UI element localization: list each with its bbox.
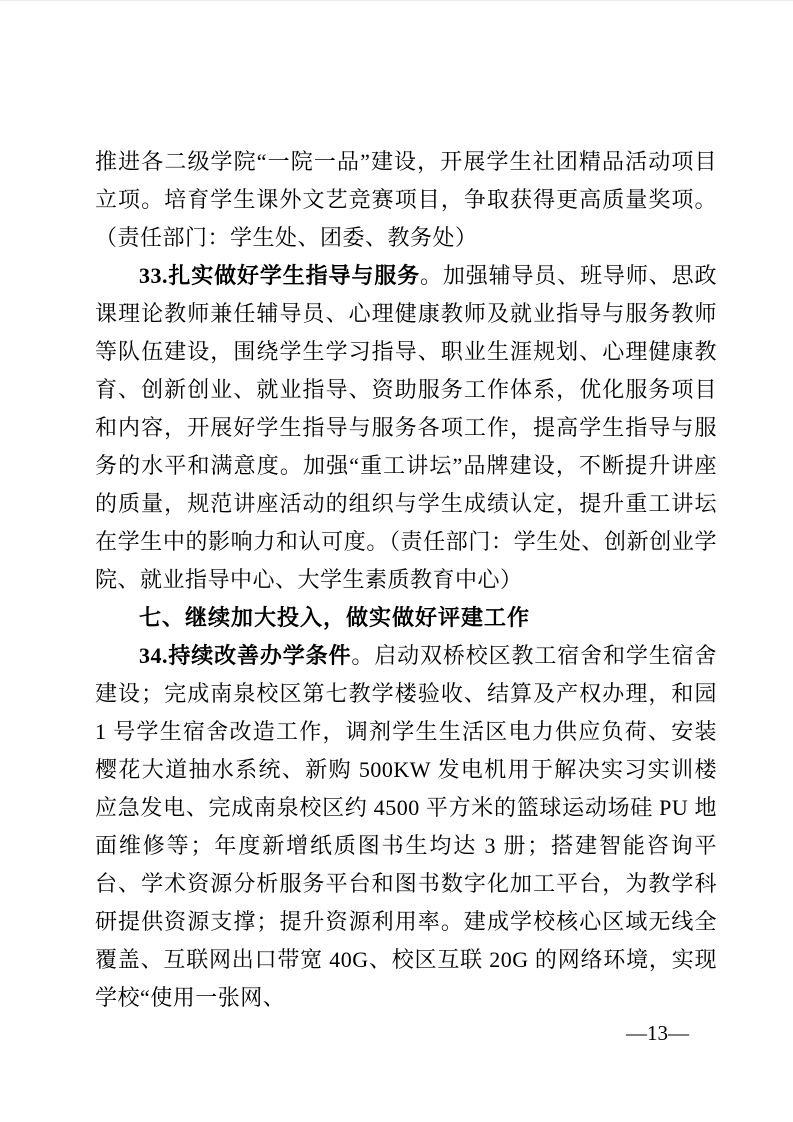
- paragraph-item-33: [95, 257, 717, 599]
- page-number: —13—: [626, 1021, 689, 1045]
- paragraph-continuation: [95, 143, 717, 257]
- item-34-title: 34.持续改善办学条件: [139, 643, 352, 668]
- responsibility-dept-32: （责任部门：学生处、团委、教务处）: [95, 225, 478, 250]
- document-body: [95, 143, 717, 1017]
- paragraph-item-34: [95, 637, 717, 1017]
- section-heading-7: 七、继续加大投入，做实做好评建工作: [139, 605, 531, 630]
- item-33-title: 33.扎实做好学生指导与服务: [139, 263, 420, 288]
- item-33-text: 。加强辅导员、班导师、思政课理论教师兼任辅导员、心理健康教师及就业指导与服务教师等队伍建设，围绕学生学习指导、职业生涯规划、心理健康教育、创新创业、就业指导、资助服务工作体系，优化服务项目和内容，开展好学生指导与服务各项工作，提高学生指导与服务的水平和满意度。加强“重工讲坛”品牌建设，不断提升讲座的质量，规范讲座活动的组织与学生成绩认定，提升重工讲坛在学生中的影响力和认可度。: [95, 263, 717, 554]
- responsibility-dept-33: （责任部门：学生处、创新创业学院、就业指导中心、大学生素质教育中心）: [95, 529, 717, 592]
- paragraph-continuation-text: 推进各二级学院“一院一品”建设，开展学生社团精品活动项目立项。培育学生课外文艺竞赛项目，争取获得更高质量奖项。: [95, 149, 717, 212]
- item-34-text: 。启动双桥校区教工宿舍和学生宿舍建设；完成南泉校区第七教学楼验收、结算及产权办理，和园 1 号学生宿舍改造工作，调剂学生生活区电力供应负荷、安装樱花大道抽水系统、新购 500KW 发电机用于解决实习实训楼应急发电、完成南泉校区约 4500 平方米的篮球运动场硅 PU 地面维修等；年度新增纸质图书生均达 3 册；搭建智能咨询平台、学术资源分析服务平台和图书数字化加工平台，为教学科研提供资源支撑；提升资源利用率。建成学校核心区域无线全覆盖、互联网出口带宽 40G、校区互联 20G 的网络环境，实现学校“使用一张网、: [95, 643, 717, 1010]
